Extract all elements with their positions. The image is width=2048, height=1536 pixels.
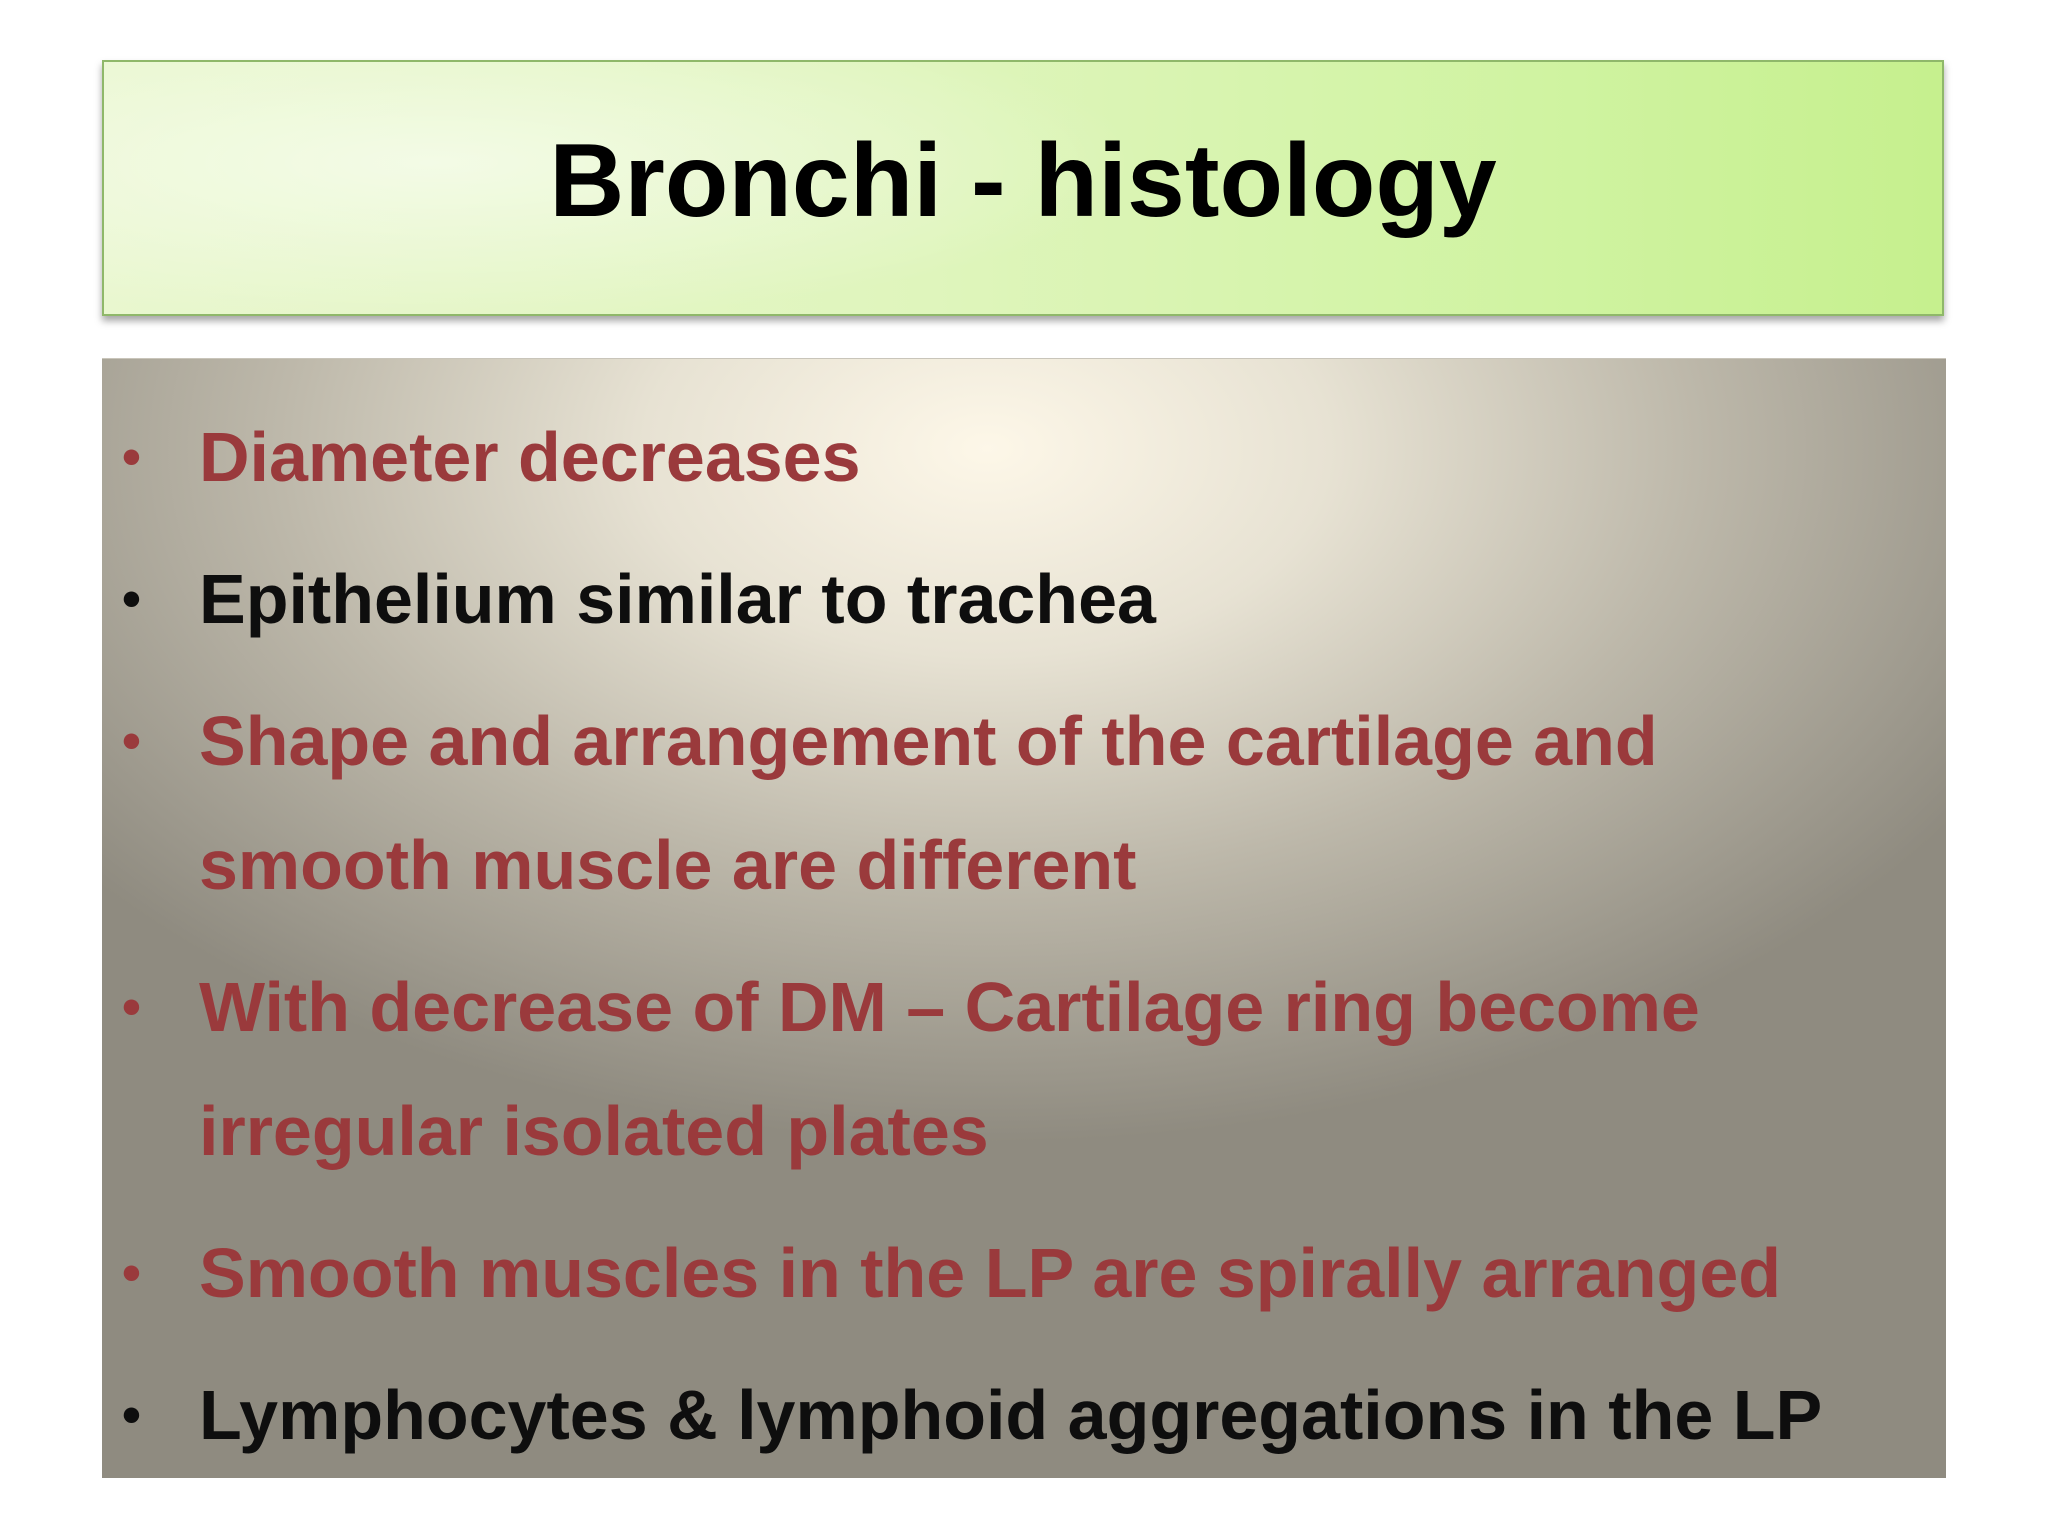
bullet-text: Epithelium similar to trachea xyxy=(199,560,1156,638)
bullet-text-line-1: Shape and arrangement of the cartilage and xyxy=(199,702,1658,780)
bullet-dot-icon: • xyxy=(122,1243,141,1303)
title-bar xyxy=(102,60,1944,316)
bullet-text-line-2: irregular isolated plates xyxy=(199,1092,989,1170)
bullet-text: Diameter decreases xyxy=(199,418,861,496)
bullet-dot-icon: • xyxy=(122,427,141,487)
bullet-dot-icon: • xyxy=(122,711,141,771)
bullet-text: Lymphocytes & lymphoid aggregations in the LP xyxy=(199,1376,1823,1454)
bullet-text: Smooth muscles in the LP are spirally arranged xyxy=(199,1234,1782,1312)
bullet-text-line-2: smooth muscle are different xyxy=(199,826,1137,904)
bullet-dot-icon: • xyxy=(122,569,141,629)
bullet-dot-icon: • xyxy=(122,977,141,1037)
bullet-text-line-1: With decrease of DM – Cartilage ring become xyxy=(199,968,1700,1046)
content-panel xyxy=(102,358,1946,1478)
bullet-dot-icon: • xyxy=(122,1385,141,1445)
slide-title: Bronchi - histology xyxy=(549,122,1497,239)
